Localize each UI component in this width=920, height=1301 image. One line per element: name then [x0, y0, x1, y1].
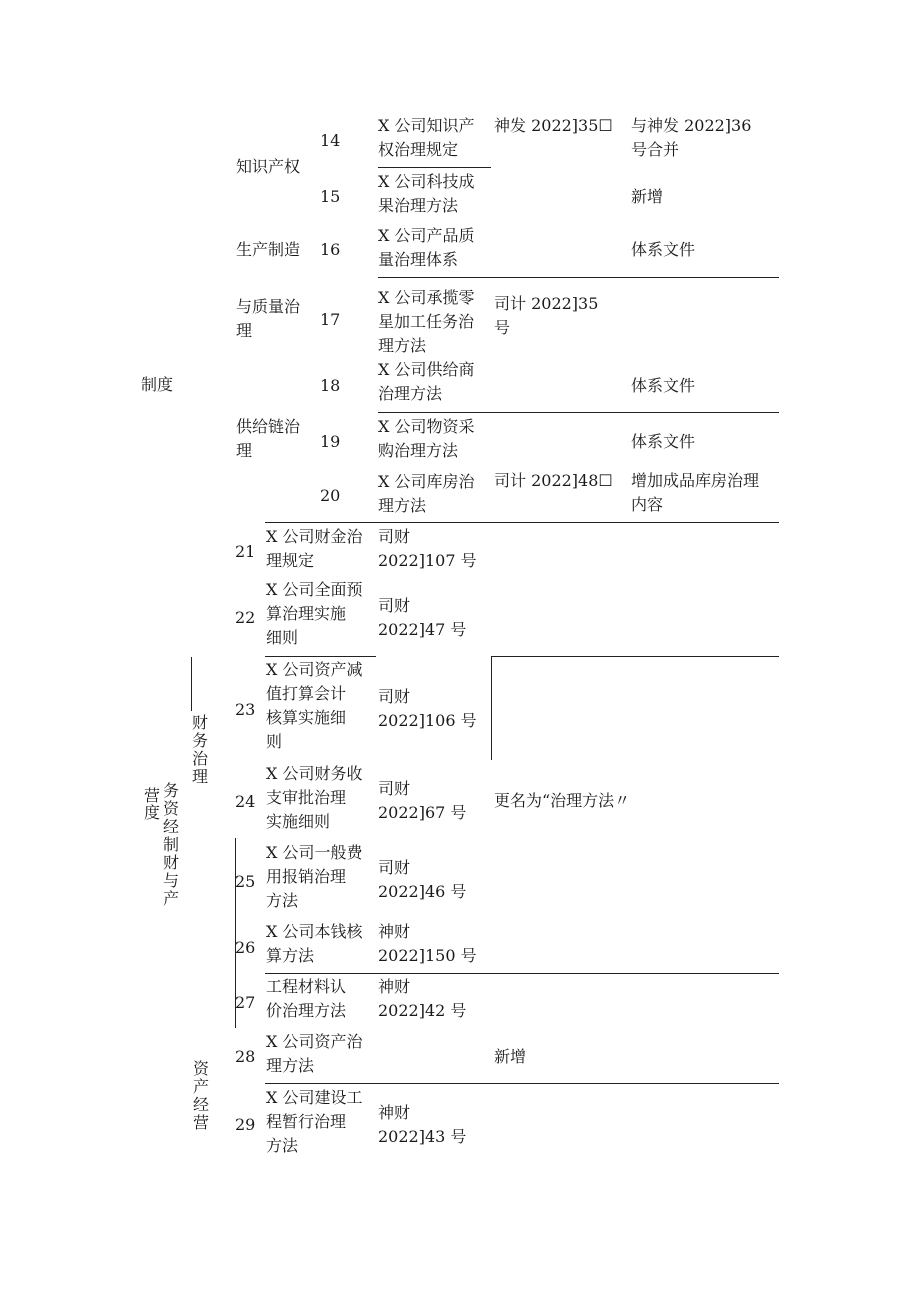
row-doc-number: 神发 2022]35☐ [494, 116, 613, 135]
row-number: 19 [320, 432, 341, 451]
row-doc-number: 神财 2022]43 号 [378, 1103, 467, 1146]
table-rule [378, 167, 491, 168]
row-doc-name: X 公司科技成 果治理方法 [378, 172, 475, 215]
row-doc-number: 司财 2022]67 号 [378, 779, 467, 822]
category-shengchan-line1: 生产制造 [236, 240, 301, 259]
row-doc-number: 司计 2022]35 号 [494, 294, 599, 337]
row-doc-number: 司计 2022]48☐ [494, 471, 613, 490]
row-doc-name: X 公司建设工 程暂行治理 方法 [266, 1088, 363, 1155]
category-caiwu-zhili: 财务治理 [191, 713, 208, 786]
row-doc-name: X 公司一般费 用报销治理 方法 [266, 843, 363, 910]
row-doc-name: X 公司全面预 算治理实施 细则 [266, 580, 363, 647]
row-doc-name: X 公司财金治 理规定 [266, 527, 363, 570]
row-note: 体系文件 [631, 240, 696, 259]
row-number: 16 [320, 240, 341, 259]
row-doc-name: X 公司产品质 量治理体系 [378, 226, 475, 269]
category-zichan-jingying: 资产经营 [192, 1059, 209, 1132]
table-rule [378, 412, 779, 413]
row-doc-number: 司财 2022]46 号 [378, 858, 467, 901]
table-rule [235, 838, 236, 1028]
row-number: 21 [235, 542, 256, 561]
table-rule [378, 277, 779, 278]
row-doc-number: 司财 2022]47 号 [378, 596, 467, 639]
row-note: 与神发 2022]36 号合并 [631, 116, 752, 159]
row-doc-name: X 公司财务收 支审批治理 实施细则 [266, 764, 363, 831]
row-note: 增加成品库房治理 内容 [631, 471, 760, 514]
row-doc-number: 司财 2022]106 号 [378, 687, 477, 730]
category-zhidu: 制度 [141, 375, 174, 394]
category-shengchan-line2: 与质量治 理 [236, 297, 301, 340]
row-number: 27 [235, 993, 256, 1012]
row-doc-name: X 公司本钱核 算方法 [266, 922, 363, 965]
row-doc-name: X 公司物资采 购治理方法 [378, 417, 475, 460]
table-rule [265, 656, 376, 657]
row-doc-name: X 公司承揽零 星加工任务治 理方法 [378, 288, 475, 355]
row-doc-number: 神财 2022]150 号 [378, 922, 477, 965]
row-note: 新增 [631, 187, 664, 206]
category-wuzi-jingzhi: 务资经制财与产 [162, 781, 179, 908]
row-number: 17 [320, 310, 341, 329]
table-rule [265, 973, 779, 974]
table-rule [265, 1083, 779, 1084]
row-note: 体系文件 [631, 432, 696, 451]
row-number: 22 [235, 608, 256, 627]
table-rule [491, 656, 492, 760]
row-note: 体系文件 [631, 376, 696, 395]
row-note: 更名为“治理方法〃 [494, 791, 631, 810]
row-number: 25 [235, 872, 256, 891]
row-doc-name: X 公司供给商 治理方法 [378, 360, 475, 403]
row-number: 14 [320, 131, 341, 150]
row-doc-name: 工程材料认 价治理方法 [266, 977, 347, 1020]
row-note: 新增 [494, 1047, 527, 1066]
row-doc-name: X 公司库房治 理方法 [378, 472, 475, 515]
row-doc-number: 神财 2022]42 号 [378, 977, 467, 1020]
row-number: 29 [235, 1115, 256, 1134]
category-gongji: 供给链治 理 [236, 417, 301, 460]
row-number: 23 [235, 700, 256, 719]
row-number: 28 [235, 1047, 256, 1066]
row-number: 18 [320, 376, 341, 395]
row-doc-number: 司财 2022]107 号 [378, 527, 477, 570]
table-rule [265, 522, 779, 523]
row-number: 15 [320, 187, 341, 206]
row-number: 20 [320, 486, 341, 505]
category-du: 度 [144, 803, 161, 822]
row-doc-name: X 公司资产减 值打算会计 核算实施细 则 [266, 660, 363, 751]
table-rule [491, 656, 779, 657]
table-rule [191, 657, 192, 711]
row-doc-name: X 公司知识产 权治理规定 [378, 116, 475, 159]
category-ying: 营 [144, 786, 161, 805]
row-number: 24 [235, 792, 256, 811]
category-zhishichanquan: 知识产权 [236, 157, 301, 176]
row-doc-name: X 公司资产治 理方法 [266, 1032, 363, 1075]
row-number: 26 [235, 938, 256, 957]
